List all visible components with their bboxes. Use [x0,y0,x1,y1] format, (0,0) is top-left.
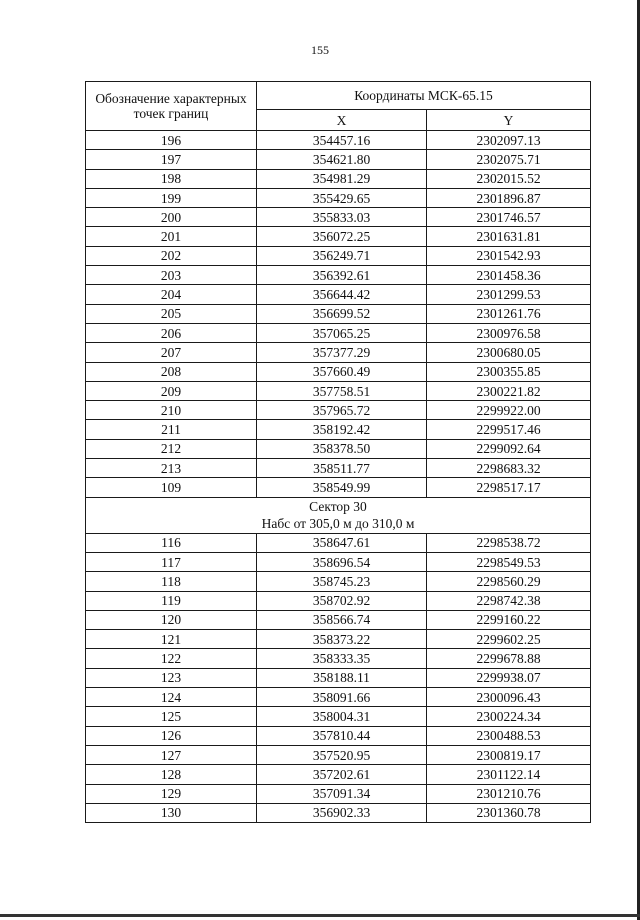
table-row [86,246,591,265]
x-coordinate-cell: 355833.03 [257,208,427,227]
point-number-cell: 125 [86,707,257,726]
point-number-cell: 200 [86,208,257,227]
x-coordinate-cell: 357965.72 [257,401,427,420]
y-coordinate-cell: 2302097.13 [427,131,591,150]
table-row [86,572,591,591]
x-coordinate-cell: 357377.29 [257,343,427,362]
section-row [86,497,591,533]
point-number-cell: 210 [86,401,257,420]
scan-edge-bottom [0,914,640,917]
x-coordinate-cell: 357065.25 [257,323,427,342]
point-number-cell: 128 [86,765,257,784]
table-row [86,285,591,304]
table-row [86,401,591,420]
y-coordinate-cell: 2302075.71 [427,150,591,169]
point-number-cell: 126 [86,726,257,745]
point-number-cell: 196 [86,131,257,150]
section-subtitle: Набс от 305,0 м до 310,0 м [261,516,415,532]
y-coordinate-cell: 2301299.53 [427,285,591,304]
point-number-cell: 211 [86,420,257,439]
y-coordinate-cell: 2298742.38 [427,591,591,610]
y-coordinate-cell: 2302015.52 [427,169,591,188]
y-coordinate-cell: 2301360.78 [427,803,591,822]
x-coordinate-cell: 358566.74 [257,610,427,629]
y-coordinate-cell: 2300819.17 [427,745,591,764]
table-row [86,630,591,649]
table-row [86,304,591,323]
table-row [86,266,591,285]
y-coordinate-cell: 2301458.36 [427,266,591,285]
y-coordinate-cell: 2298538.72 [427,533,591,552]
point-number-cell: 122 [86,649,257,668]
table-row [86,343,591,362]
table-row [86,420,591,439]
y-coordinate-cell: 2300976.58 [427,323,591,342]
y-coordinate-cell: 2301746.57 [427,208,591,227]
page-number: 155 [311,43,329,57]
point-designation-header-line1: Обозначение характерных [95,91,247,106]
table-row [86,765,591,784]
table-row [86,591,591,610]
y-coordinate-cell: 2301542.93 [427,246,591,265]
x-coordinate-cell: 356902.33 [257,803,427,822]
x-coordinate-cell: 355429.65 [257,188,427,207]
table-row [86,150,591,169]
y-coordinate-cell: 2298683.32 [427,459,591,478]
table-row [86,227,591,246]
table-row [86,478,591,497]
point-number-cell: 203 [86,266,257,285]
table-row [86,131,591,150]
x-coordinate-cell: 358702.92 [257,591,427,610]
table-body [86,131,591,823]
table-row [86,381,591,400]
point-designation-header [86,82,257,131]
point-number-cell: 204 [86,285,257,304]
x-coordinate-cell: 357660.49 [257,362,427,381]
x-coordinate-cell: 357202.61 [257,765,427,784]
y-coordinate-cell: 2301631.81 [427,227,591,246]
x-coordinate-cell: 358004.31 [257,707,427,726]
y-coordinate-cell: 2301896.87 [427,188,591,207]
table-row [86,784,591,803]
x-coordinate-cell: 358373.22 [257,630,427,649]
table-row [86,439,591,458]
point-number-cell: 127 [86,745,257,764]
y-coordinate-cell: 2300221.82 [427,381,591,400]
point-number-cell: 123 [86,668,257,687]
y-coordinate-cell: 2298517.17 [427,478,591,497]
x-coordinate-cell: 356072.25 [257,227,427,246]
table-row [86,726,591,745]
coordinates-table [85,81,591,823]
x-coordinate-cell: 357520.95 [257,745,427,764]
x-coordinate-cell: 358647.61 [257,533,427,552]
point-number-cell: 209 [86,381,257,400]
x-coordinate-cell: 356644.42 [257,285,427,304]
table-row [86,688,591,707]
x-coordinate-cell: 358511.77 [257,459,427,478]
coordinates-system-header: Координаты МСК-65.15 [257,82,591,110]
point-number-cell: 116 [86,533,257,552]
point-number-cell: 109 [86,478,257,497]
y-coordinate-cell: 2299938.07 [427,668,591,687]
x-coordinate-cell: 358696.54 [257,552,427,571]
x-coordinate-cell: 358378.50 [257,439,427,458]
y-coordinate-cell: 2301210.76 [427,784,591,803]
x-coordinate-cell: 358192.42 [257,420,427,439]
x-coordinate-cell: 354621.80 [257,150,427,169]
point-number-cell: 120 [86,610,257,629]
x-coordinate-cell: 354457.16 [257,131,427,150]
y-coordinate-cell: 2299602.25 [427,630,591,649]
y-column-header: Y [427,110,591,131]
point-number-cell: 212 [86,439,257,458]
point-number-cell: 119 [86,591,257,610]
x-coordinate-cell: 357758.51 [257,381,427,400]
point-number-cell: 118 [86,572,257,591]
table-row [86,649,591,668]
x-column-header: X [257,110,427,131]
table-row [86,707,591,726]
x-coordinate-cell: 356392.61 [257,266,427,285]
point-number-cell: 213 [86,459,257,478]
y-coordinate-cell: 2298560.29 [427,572,591,591]
point-number-cell: 197 [86,150,257,169]
y-coordinate-cell: 2298549.53 [427,552,591,571]
x-coordinate-cell: 358745.23 [257,572,427,591]
section-heading [86,497,591,533]
x-coordinate-cell: 354981.29 [257,169,427,188]
point-number-cell: 201 [86,227,257,246]
y-coordinate-cell: 2299678.88 [427,649,591,668]
x-coordinate-cell: 358333.35 [257,649,427,668]
table-row [86,533,591,552]
y-coordinate-cell: 2301122.14 [427,765,591,784]
point-number-cell: 117 [86,552,257,571]
table-row [86,803,591,822]
table-row [86,323,591,342]
x-coordinate-cell: 356249.71 [257,246,427,265]
y-coordinate-cell: 2300488.53 [427,726,591,745]
table-row [86,208,591,227]
x-coordinate-cell: 357810.44 [257,726,427,745]
table-row [86,745,591,764]
y-coordinate-cell: 2300096.43 [427,688,591,707]
y-coordinate-cell: 2299517.46 [427,420,591,439]
point-number-cell: 198 [86,169,257,188]
y-coordinate-cell: 2300224.34 [427,707,591,726]
table-row [86,362,591,381]
point-number-cell: 130 [86,803,257,822]
x-coordinate-cell: 356699.52 [257,304,427,323]
y-coordinate-cell: 2299922.00 [427,401,591,420]
point-number-cell: 205 [86,304,257,323]
point-number-cell: 199 [86,188,257,207]
table-row [86,169,591,188]
point-number-cell: 207 [86,343,257,362]
y-coordinate-cell: 2301261.76 [427,304,591,323]
y-coordinate-cell: 2299092.64 [427,439,591,458]
point-number-cell: 124 [86,688,257,707]
point-number-cell: 202 [86,246,257,265]
table-row [86,668,591,687]
y-coordinate-cell: 2300355.85 [427,362,591,381]
point-number-cell: 206 [86,323,257,342]
point-number-cell: 129 [86,784,257,803]
y-coordinate-cell: 2299160.22 [427,610,591,629]
point-number-cell: 121 [86,630,257,649]
y-coordinate-cell: 2300680.05 [427,343,591,362]
x-coordinate-cell: 358188.11 [257,668,427,687]
table-row [86,459,591,478]
x-coordinate-cell: 358091.66 [257,688,427,707]
x-coordinate-cell: 357091.34 [257,784,427,803]
table-row [86,552,591,571]
x-coordinate-cell: 358549.99 [257,478,427,497]
point-designation-header-line2: точек границ [133,106,209,121]
table-row [86,610,591,629]
section-title: Сектор 30 [309,499,367,515]
point-number-cell: 208 [86,362,257,381]
table-row [86,188,591,207]
